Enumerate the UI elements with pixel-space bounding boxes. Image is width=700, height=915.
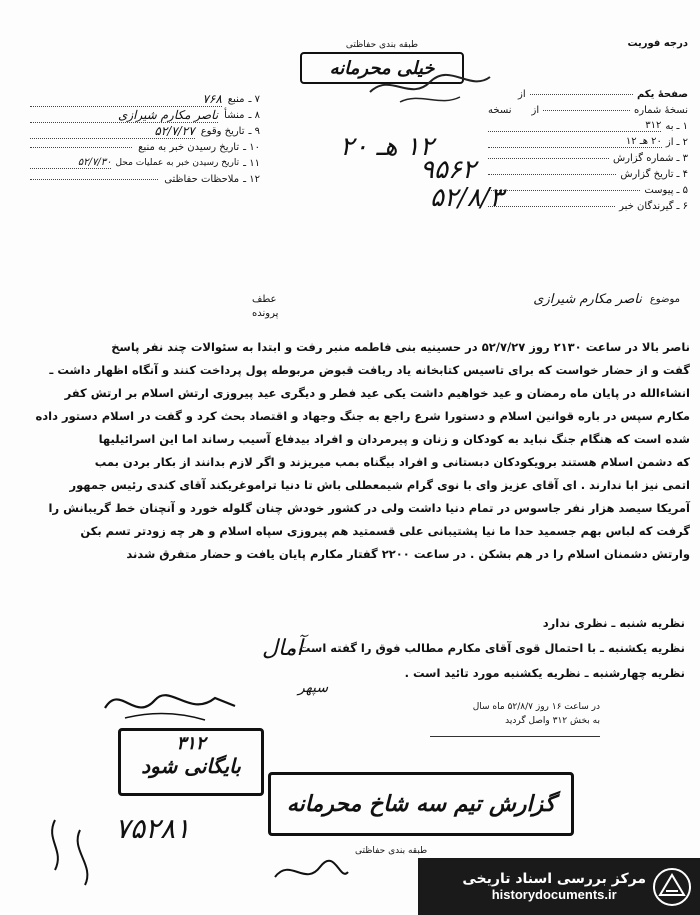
classification-caption: طبقه بندی حفاظتی	[345, 40, 419, 50]
scribble-icon	[40, 810, 120, 890]
signature-icon	[95, 678, 245, 728]
field-num: ۶ ـ	[676, 200, 688, 212]
field-label: گیرندگان خبر	[619, 200, 674, 212]
field-row	[488, 134, 688, 150]
field-row	[488, 150, 688, 166]
field-num: ۸ ـ	[248, 109, 260, 121]
field-num: ۱۱ ـ	[243, 157, 260, 169]
subject-value: ناصر مکارم شیرازی	[533, 292, 642, 307]
field-label: به	[665, 120, 674, 132]
opinion-line: نظریه چهارشنبه ـ نظریه یکشنبه مورد تائید است .	[404, 666, 685, 680]
bottom-stamp-text: گزارش تیم سه شاخ محرمانه	[286, 791, 556, 817]
field-row	[488, 102, 688, 118]
field-value: ۵۲/۷/۲۷	[30, 124, 195, 139]
field-label: منشأ	[224, 109, 245, 121]
field-value	[30, 179, 158, 180]
field-label: صفحهٔ یکم	[636, 88, 688, 100]
field-row	[30, 92, 260, 106]
parvande-label: پرونده	[252, 308, 279, 319]
field-label: تاریخ وقوع	[200, 125, 245, 137]
field-row	[488, 86, 688, 102]
report-body	[20, 340, 690, 570]
field-row	[30, 172, 260, 186]
receipt-line-1: در ساعت ۱۶ روز ۵۲/۸/۷ ماه سال	[472, 702, 600, 712]
field-row	[488, 118, 688, 134]
scribble-icon	[270, 852, 350, 892]
footer-website: historydocuments.ir	[491, 887, 617, 902]
bottom-number: ۷۵۲۸۱	[115, 812, 191, 845]
right-fields	[488, 86, 688, 214]
receipt-stamp	[430, 702, 600, 737]
field-mid: از	[518, 88, 526, 100]
subject-row	[533, 292, 680, 307]
field-row	[30, 124, 260, 138]
field-label: ملاحظات حفاظتی	[164, 173, 240, 185]
field-label: پیوست	[644, 184, 674, 196]
handwritten-amal: آمال	[262, 636, 303, 661]
field-row	[30, 108, 260, 122]
opinion-line: نظریه شنبه ـ نظری ندارد	[542, 616, 685, 630]
body-line: اتمی نیز ابا ندارند . ای آقای عزیز وای با نوی گرام شیمعطلی باش تا دنیا تراموغریکند آقای کندی رئیس جمهور	[69, 478, 690, 492]
body-line: آمریکا سیصد هزار نفر جاسوس در تمام دنیا داشت ولی در کشور خودش چنان گلوله خورد و آنچنان خط گریبانش را	[48, 501, 690, 515]
field-row	[488, 198, 688, 214]
field-num: ۱ ـ	[676, 120, 688, 132]
field-row	[30, 140, 260, 154]
field-label: منبع	[227, 93, 245, 105]
field-value	[488, 158, 609, 159]
org-logo-icon	[652, 867, 692, 907]
field-value	[30, 147, 132, 148]
classification-stamp-text: خیلی محرمانه	[329, 57, 435, 79]
field-label: تاریخ رسیدن خبر به عملیات محل	[115, 158, 240, 168]
footer-classification-caption: طبقه بندی حفاظتی	[355, 846, 428, 856]
field-num: ۳ ـ	[676, 152, 688, 164]
field-num: ۱۰ ـ	[243, 141, 260, 153]
body-line: مکارم سپس در باره قوانین اسلام و دستورا شرع راجع به جنگ وجهاد و اقتصاد بحث کرد و گفت در اسلام دستور داده	[35, 409, 690, 423]
handwritten-number-middle: ۹۵۶۲	[420, 155, 476, 185]
field-value	[530, 94, 633, 95]
field-row	[30, 156, 260, 170]
opinion-line: نظریه یکشنبه ـ با احتمال قوی آقای مکارم مطالب فوق را گفته است .	[290, 641, 685, 655]
footer-org-block	[462, 871, 646, 902]
body-line: ناصر بالا در ساعت ۲۱۳۰ روز ۵۲/۷/۲۷ در حسینیه بنی فاطمه منبر رفت و ابتدا به سئوالات چند نفر پاسخ	[111, 340, 690, 354]
archive-stamp	[118, 728, 264, 796]
field-value	[488, 174, 616, 175]
footer-watermark-bar	[418, 858, 700, 915]
field-label: تاریخ رسیدن خبر به منبع	[138, 141, 240, 153]
field-label: تاریخ گزارش	[620, 168, 674, 180]
field-value: ۲۰ هـ ۱۲	[488, 136, 662, 148]
scribble-icon	[360, 62, 500, 112]
handwritten-number-top: ۱۲ هـ ۲۰	[340, 132, 434, 162]
archive-stamp-number: ۳۱۲	[176, 733, 206, 754]
field-value	[543, 110, 630, 111]
field-num: ۹ ـ	[248, 125, 260, 137]
field-num: ۱۲ ـ	[243, 173, 260, 185]
left-fields	[30, 92, 260, 188]
receipt-line-2: به بخش ۳۱۲ واصل گردید	[505, 716, 600, 726]
field-label: شماره گزارش	[612, 152, 674, 164]
corner-scribble	[40, 810, 120, 894]
field-num: ۵ ـ	[676, 184, 688, 196]
body-line: که دشمن اسلام هستند برویکودکان دبستانی و افراد بیگناه بمب میریزند و اگر لازم بدانند از بکار بردن بمب	[94, 455, 690, 469]
field-value: ۳۱۲	[488, 120, 661, 132]
field-extra: نسخه	[488, 104, 512, 116]
field-value: ۵۲/۷/۳۰	[30, 157, 111, 169]
field-num: ۴ ـ	[676, 168, 688, 180]
body-line: گفت و از حضار خواست که برای تاسیس کتابخانه یاد ریافت قبوض مربوطه پول پرداخت کنند و آنگاه اظهار داشت ـ	[49, 363, 690, 377]
bottom-stamp	[268, 772, 574, 836]
footer-org-name: مرکز بررسی اسناد تاریخی	[462, 871, 646, 887]
atf-label: عطف	[252, 294, 277, 305]
handwritten-number-bottom: ۵۲/۸/۳	[430, 183, 504, 213]
field-value	[488, 190, 640, 191]
body-line: انشاءالله در پایان ماه رمضان و عید خواهیم داشت یکی عید فطر و دیگری عید پیروزی ارتش اسلام بر ارتش کفر	[64, 386, 690, 400]
archive-stamp-text: بایگانی شود	[141, 754, 241, 778]
field-num: ۲ ـ	[676, 136, 688, 148]
body-line: وارتش دشمنان اسلام را در هم بشکن . در ساعت ۲۲۰۰ گفتار مکارم پایان یافت و حضار متفرق شدند	[126, 547, 690, 561]
field-value: ۷۶۸	[30, 92, 222, 107]
body-line: گرفت که لباس بهم جسمید حدا ما نیا پشتیبانی علی قسمتید هم پیروزی سپاه اسلام و هر چه زودتر تسم بکن	[80, 524, 690, 538]
field-row	[488, 166, 688, 182]
handwritten-scribble	[360, 62, 500, 112]
signature-scribble	[95, 678, 245, 732]
subject-label: موضوع	[649, 294, 680, 305]
field-mid: از	[531, 104, 540, 116]
body-line: شده است که هنگام جنگ نباید به کودکان و زنان و پیرمردان و افراد بیدفاع آسیب رساند اما این اسرائیلیها	[98, 432, 690, 446]
footer-scribble	[270, 852, 350, 896]
field-value	[488, 206, 615, 207]
handwritten-signature-sepehr: سپهر	[298, 680, 329, 696]
field-row	[488, 182, 688, 198]
field-label: نسخهٔ شماره	[634, 104, 688, 116]
field-label: از	[665, 136, 674, 148]
priority-label: درجه فوریت	[627, 38, 688, 49]
field-num: ۷ ـ	[248, 93, 260, 105]
field-value: ناصر مکارم شیرازی	[30, 108, 218, 123]
